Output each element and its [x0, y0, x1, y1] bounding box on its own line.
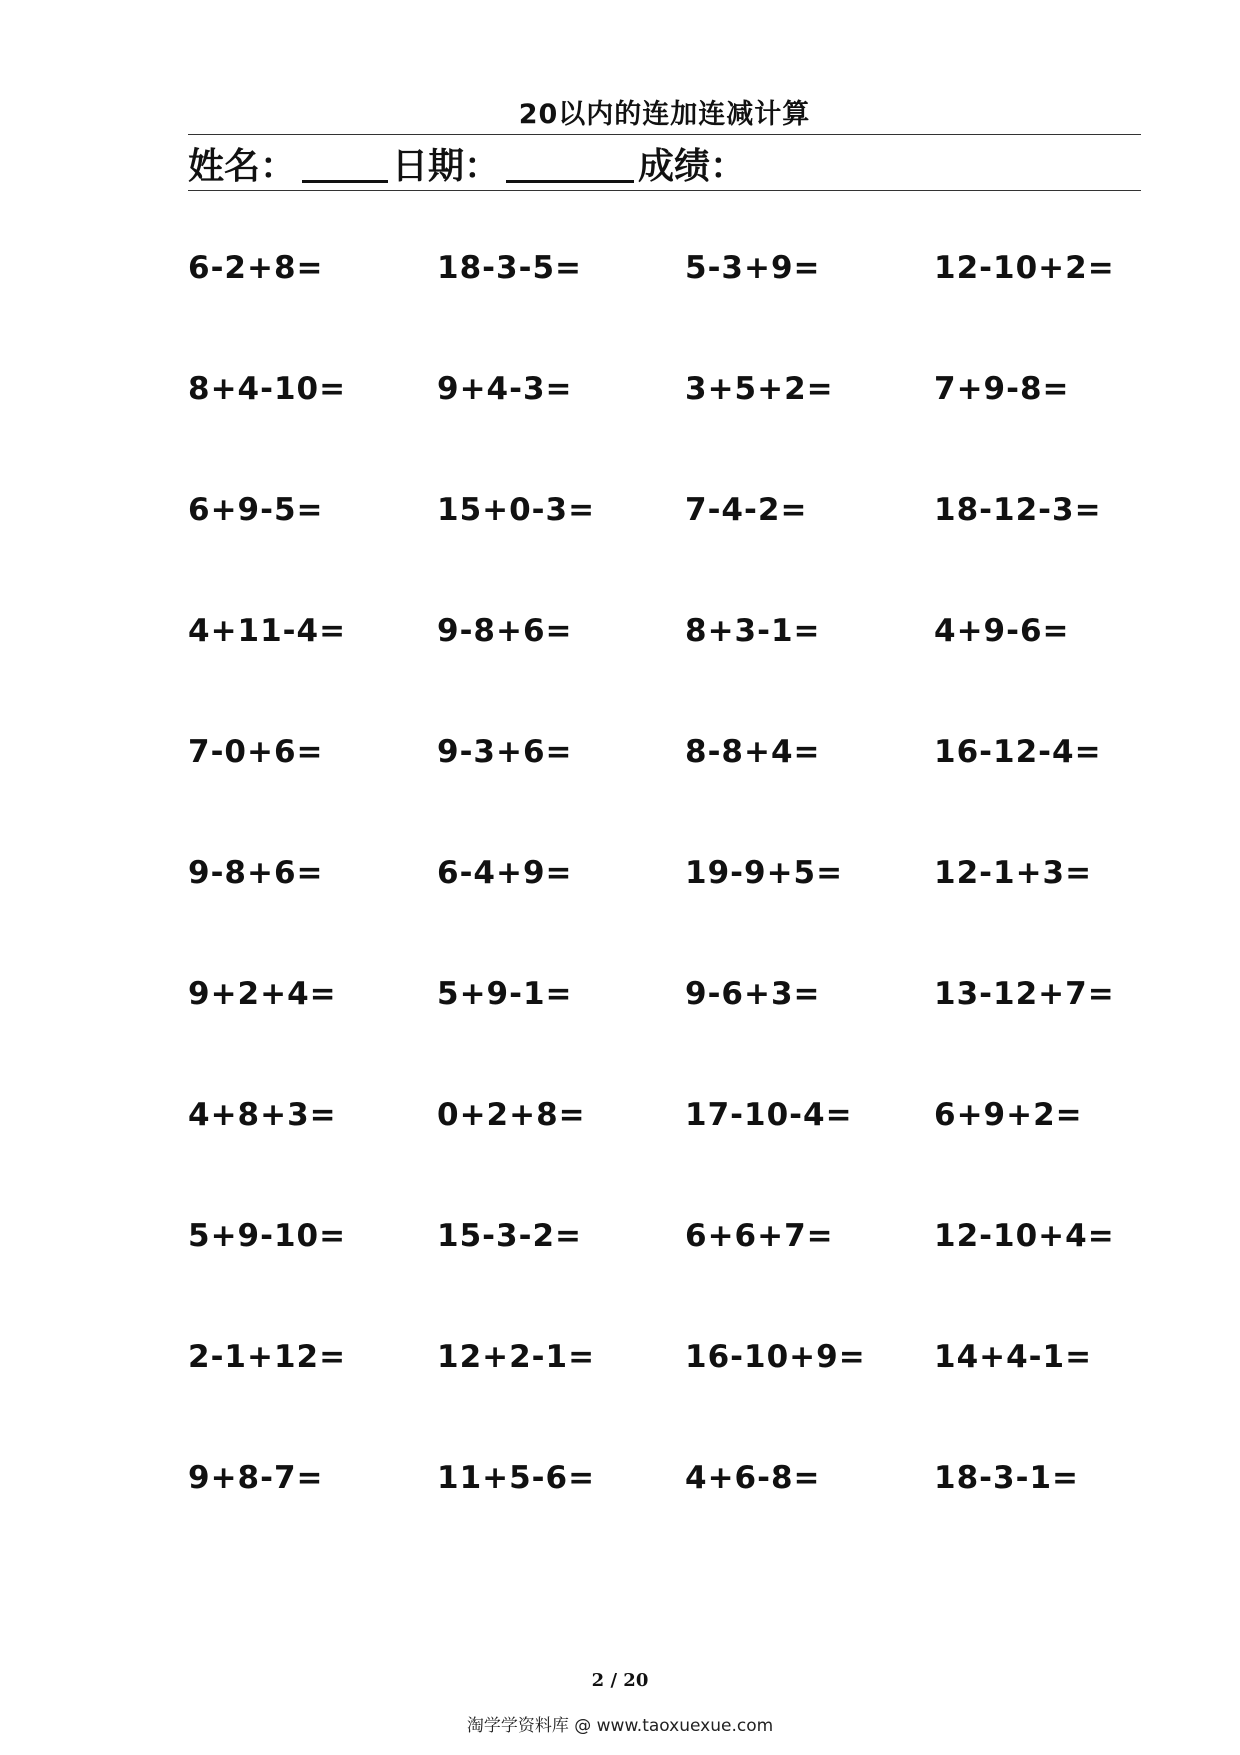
problem-item: 18-3-1=	[934, 1460, 1079, 1496]
problem-row	[188, 1218, 1188, 1268]
score-label: 成绩：	[638, 145, 747, 187]
problem-item: 3+5+2=	[685, 371, 834, 407]
problem-item: 9-3+6=	[437, 734, 573, 770]
problem-item: 9-6+3=	[685, 976, 821, 1012]
problem-row	[188, 976, 1188, 1026]
worksheet-title: 20以内的连加连减计算	[518, 99, 811, 130]
problem-item: 17-10-4=	[685, 1097, 853, 1133]
problem-item: 6+9+2=	[934, 1097, 1083, 1133]
footer-watermark: 淘学学资料库 @ www.taoxuexue.com	[466, 1716, 774, 1736]
problem-item: 0+2+8=	[437, 1097, 586, 1133]
name-label: 姓名：	[188, 145, 297, 187]
problem-item: 8+4-10=	[188, 371, 347, 407]
problem-item: 18-3-5=	[437, 250, 582, 286]
problem-item: 6+6+7=	[685, 1218, 834, 1254]
problem-item: 5+9-1=	[437, 976, 573, 1012]
problem-item: 13-12+7=	[934, 976, 1115, 1012]
problem-item: 4+8+3=	[188, 1097, 337, 1133]
problem-row	[188, 250, 1188, 300]
problem-row	[188, 1460, 1188, 1510]
problem-item: 18-12-3=	[934, 492, 1102, 528]
student-info-line	[188, 138, 746, 188]
problem-item: 16-12-4=	[934, 734, 1102, 770]
problem-item: 12+2-1=	[437, 1339, 596, 1375]
problem-row	[188, 1339, 1188, 1389]
problem-item: 6+9-5=	[188, 492, 324, 528]
problem-row	[188, 492, 1188, 542]
problem-item: 4+6-8=	[685, 1460, 821, 1496]
problem-item: 12-10+2=	[934, 250, 1115, 286]
problem-item: 8+3-1=	[685, 613, 821, 649]
problem-item: 4+9-6=	[934, 613, 1070, 649]
problem-item: 7-0+6=	[188, 734, 324, 770]
problem-item: 9-8+6=	[188, 855, 324, 891]
date-blank	[506, 144, 634, 183]
page-number: 2 / 20	[591, 1670, 649, 1691]
problem-item: 9+4-3=	[437, 371, 573, 407]
problem-row	[188, 1097, 1188, 1147]
date-label: 日期：	[392, 145, 501, 187]
problem-item: 16-10+9=	[685, 1339, 866, 1375]
problem-item: 5+9-10=	[188, 1218, 347, 1254]
problem-item: 2-1+12=	[188, 1339, 347, 1375]
problem-row	[188, 855, 1188, 905]
problem-item: 9-8+6=	[437, 613, 573, 649]
problem-item: 15+0-3=	[437, 492, 596, 528]
problem-item: 12-10+4=	[934, 1218, 1115, 1254]
problem-item: 9+8-7=	[188, 1460, 324, 1496]
problem-item: 15-3-2=	[437, 1218, 582, 1254]
problem-item: 14+4-1=	[934, 1339, 1093, 1375]
problem-row	[188, 371, 1188, 421]
problem-row	[188, 734, 1188, 784]
problem-item: 5-3+9=	[685, 250, 821, 286]
problem-item: 7+9-8=	[934, 371, 1070, 407]
problem-item: 11+5-6=	[437, 1460, 596, 1496]
problem-item: 8-8+4=	[685, 734, 821, 770]
problem-item: 4+11-4=	[188, 613, 347, 649]
problem-item: 6-4+9=	[437, 855, 573, 891]
problem-row	[188, 613, 1188, 663]
header-top-rule	[188, 134, 1141, 135]
name-blank	[302, 144, 388, 183]
problem-item: 9+2+4=	[188, 976, 337, 1012]
problem-item: 19-9+5=	[685, 855, 844, 891]
header-bottom-rule	[188, 190, 1141, 191]
problem-item: 6-2+8=	[188, 250, 324, 286]
problem-item: 7-4-2=	[685, 492, 808, 528]
problem-item: 12-1+3=	[934, 855, 1093, 891]
